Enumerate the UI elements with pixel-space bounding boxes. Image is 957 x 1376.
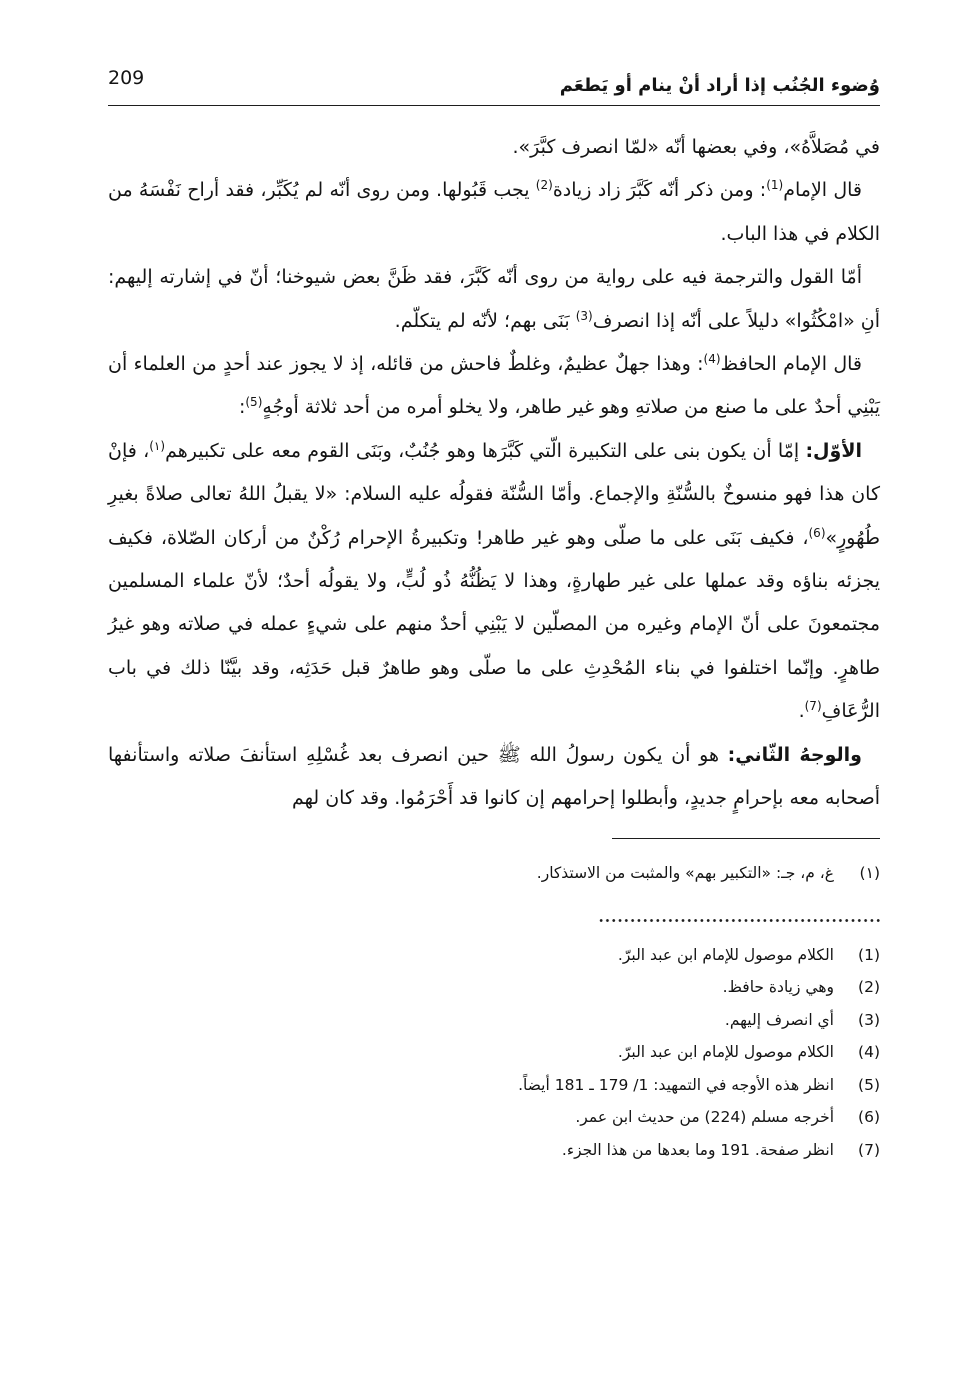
footnote-item bbox=[108, 971, 880, 1004]
paragraph-text: ، فكيف بَنَى على ما صلّى وهو غير طاهر! وتكبيرةُ الإحرام رُكْنٌ من أركان الصّلاة، فكيف يجزئه بناؤه وقد عملها على غير طهارةٍ، وهذا لا يَظُنُّهُ ذُو لُبٍّ، ولا يقولُه أحدٌ؛ لأنّ علماء المسلمين مجتمعونَ على أنّ الإمام وغيره من المصلّين لا يَبْنِي أحدٌ منهم على شيءٍ عمله في صلاته وهو غيرُ طاهرٍ. وإنّما اختلفوا في بناء المُحْدِثِ على ما صلّى وهو طاهرٌ قبل حَدَثِه، وقد بيَّنّا ذلك في باب الرُّعَافِ bbox=[108, 526, 880, 723]
footnote-number: (6) bbox=[858, 1108, 880, 1126]
footnote-marker: (7) bbox=[804, 699, 822, 714]
variant-marker: (١) bbox=[149, 438, 166, 453]
paragraph-text: : وهذا جهلٌ عظيمٌ، وغلطٌ فاحش من قائله، إذ لا يجوز عند أحدٍ من العلماء أن يَبْنِي أحدٌ على ما صنع من صلاتهِ وهو غير طاهر، ولا يخلو أمره من أحد ثلاثة أوجُهٍ bbox=[108, 353, 880, 419]
variant-footnote-number: (١) bbox=[859, 863, 880, 882]
footnote-number: (4) bbox=[858, 1043, 880, 1061]
footnote-item bbox=[108, 939, 880, 972]
variant-footnote bbox=[108, 857, 880, 889]
footnote-item bbox=[108, 1004, 880, 1037]
footnote-marker: (4) bbox=[703, 352, 721, 367]
paragraph-text: . bbox=[798, 700, 805, 723]
paragraph-text: قال الإمام الحافظ bbox=[720, 353, 863, 376]
paragraph-text: قال الإمام bbox=[783, 179, 863, 202]
footnote-text: انظر هذه الأوجه في التمهيد: 1/ 179 ـ 181 أيضاً. bbox=[518, 1075, 834, 1094]
footnote-item bbox=[108, 1101, 880, 1134]
variant-footnote-text: غ، م، جـ: «التكبير بهم» والمثبت من الاستذكار. bbox=[536, 863, 834, 882]
paragraph-text: إمّا أن يكون بنى على التكبيرة الّتي كَبَّرَها وهو جُنُبٌ، وبَنَى القوم معه على تكبيرهم bbox=[165, 439, 806, 462]
footnote-text: أخرجه مسلم (224) من حديث ابن عمر. bbox=[575, 1108, 834, 1126]
paragraph-text: بَنَى بهم؛ لأنّه لم يتكلّم. bbox=[394, 309, 576, 332]
running-title: وُضوء الجُنُب إذا أراد أنْ ينام أو يَطعَم bbox=[559, 75, 880, 96]
paragraph-4 bbox=[108, 343, 880, 430]
paragraph-3 bbox=[108, 256, 880, 343]
paragraph-text: أمّا القول والترجمة فيه على رواية من روى أنّه كَبَّرَ، فقد ظَنَّ بعض شيوخنا؛ أنّ في إشارته إليهم: أنِ «امْكُثُوا» دليلاً على أنّه إذا انصرف bbox=[108, 266, 880, 332]
footnote-number: (5) bbox=[858, 1075, 880, 1094]
main-text bbox=[108, 126, 880, 821]
running-header bbox=[108, 60, 880, 106]
lead-term: والوجهُ الثّاني: bbox=[727, 743, 862, 766]
footnote-text: الكلام موصول للإمام ابن عبد البرّ. bbox=[617, 1043, 834, 1061]
footnote-number: (2) bbox=[858, 978, 880, 996]
footnote-marker: (2) bbox=[535, 178, 553, 193]
footnote-text: انظر صفحة. 191 وما بعدها من هذا الجزء. bbox=[561, 1140, 834, 1159]
footnote-text: الكلام موصول للإمام ابن عبد البرّ. bbox=[617, 945, 834, 964]
footnote-text: وهي زيادة حافظ. bbox=[722, 978, 834, 996]
paragraph-text: : bbox=[238, 396, 246, 419]
footnote-marker: (1) bbox=[766, 178, 784, 193]
paragraph-1 bbox=[108, 126, 880, 169]
paragraph-5 bbox=[108, 430, 880, 734]
footnote-area bbox=[108, 838, 880, 1167]
page-number: 209 bbox=[108, 67, 145, 89]
paragraph-text: هو أن يكون رسولُ الله ﷺ حين انصرف بعد غُسْلِهِ استأنفَ صلاته واستأنفها أصحابه معه بإحرامٍ جديدٍ، وأبطلوا إحرامهم إن كانوا قد أَحْرَمُوا. وقد كان لهم bbox=[108, 743, 880, 810]
paragraph-6 bbox=[108, 734, 880, 821]
paragraph-text: ، فإنْ كان هذا فهو منسوخٌ بالسُّنّةِ والإجماع. وأمّا السُّنّة فقولُه عليه السلام: «لا يقبلُ اللهُ تعالى صلاةً بغيرِ طُهُورٍ» bbox=[108, 439, 880, 549]
footnote-number: (3) bbox=[858, 1010, 880, 1029]
footnote-number: (1) bbox=[858, 945, 880, 964]
footnote-separator bbox=[612, 838, 880, 839]
footnote-marker: (3) bbox=[575, 308, 593, 323]
footnote-number: (7) bbox=[858, 1140, 880, 1159]
footnote-item bbox=[108, 1069, 880, 1102]
footnote-item bbox=[108, 1036, 880, 1069]
paragraph-2 bbox=[108, 169, 880, 256]
lead-term: الأوّل: bbox=[805, 439, 862, 462]
dotted-separator bbox=[598, 919, 880, 922]
footnote-text: أي انصرف إليهم. bbox=[724, 1010, 834, 1029]
paragraph-text: في مُصَلاَّهُ»، وفي بعضها أنّه «لمّا انصرف كبَّرَ». bbox=[512, 136, 880, 158]
footnote-item bbox=[108, 1134, 880, 1167]
footnote-marker: (5) bbox=[245, 395, 263, 410]
paragraph-text: يجب قَبُولها. ومن روى أنّه لم يُكَبِّر، فقد أراح نَفْسَهُ من الكلام في هذا الباب. bbox=[108, 179, 880, 245]
paragraph-text: : ومن ذكر أنّه كَبَّرَ زاد زيادة bbox=[552, 179, 767, 202]
footnote-list bbox=[108, 939, 880, 1167]
footnote-marker: (6) bbox=[808, 525, 826, 540]
